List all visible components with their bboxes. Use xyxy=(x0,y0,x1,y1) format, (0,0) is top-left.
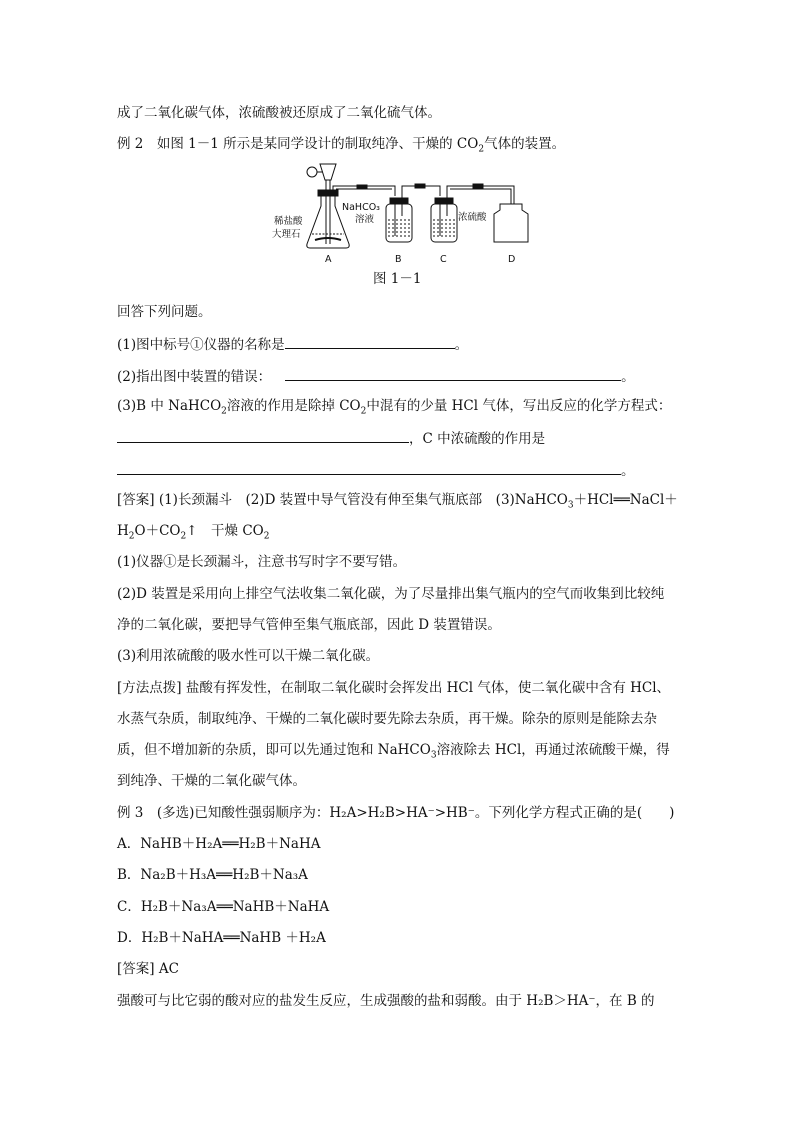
label-marble: 大理石 xyxy=(272,229,301,240)
question-3: (3)B 中 NaHCO$_2$溶液的作用是除掉 $CO_2$中混有的少量 HCl 气体，写出反应的化学方程式： xyxy=(117,398,672,417)
funnel-marker-circle xyxy=(307,167,317,177)
instruction: 回答下列问题。 xyxy=(117,304,212,320)
method-line-1: [方法点拨] 盐酸有挥发性，在制取二氧化碳时会挥发出 HCl 气体，使二氧化碳中含有 HCl、 xyxy=(117,680,671,696)
answer-line-1: [答案] (1)长颈漏斗 (2)D 装置中导气管没有伸至集气瓶底部 (3)NaHCO$_3$＋HCl══NaCl＋ xyxy=(117,492,678,511)
explanation-3: (3)利用浓硫酸的吸水性可以干燥二氧化碳。 xyxy=(117,648,380,664)
label-nahco3: NaHCO₃ xyxy=(342,202,380,213)
label-d: D xyxy=(508,254,516,265)
example-3-title: 例 3 (多选)已知酸性强弱顺序为：H₂A>H₂B>HA⁻>HB⁻。下列化学方程式正确的是( ) xyxy=(117,805,675,821)
example-2-title: 例 2 如图 1－1 所示是某同学设计的制取纯净、干燥的 $CO_2$气体的装置。 xyxy=(117,136,566,155)
method-line-2: 水蒸气杂质，制取纯净、干燥的二氧化碳时要先除去杂质，再干燥。除杂的原则是能除去杂 xyxy=(117,711,657,727)
label-dilute-hcl: 稀盐酸 xyxy=(274,216,303,227)
question-3-line-2: ，C 中浓硫酸的作用是 xyxy=(117,428,545,448)
option-c: C．H₂B＋Na₃A══NaHB＋NaHA xyxy=(117,899,330,915)
explanation-2a: (2)D 装置是采用向上排空气法收集二氧化碳，为了尽量排出集气瓶内的空气而收集到比较纯 xyxy=(117,586,665,602)
method-line-3: 质，但不增加新的杂质，即可以先通过饱和 NaHCO$_3$溶液除去 HCl，再通过浓硫酸干燥，得 xyxy=(117,742,670,761)
method-line-4: 到纯净、干燥的二氧化碳气体。 xyxy=(117,773,306,789)
question-2: (2)指出图中装置的错误： 。 xyxy=(117,366,635,386)
text-line-1: 成了二氧化碳气体，浓硫酸被还原成了二氧化硫气体。 xyxy=(117,105,441,121)
option-d: D．H₂B＋NaHA══NaHB ＋H₂A xyxy=(117,930,326,946)
explanation-last: 强酸可与比它弱的酸对应的盐发生反应，生成强酸的盐和弱酸。由于 H₂B＞HA⁻，在 B 的 xyxy=(117,993,655,1009)
answer-line-2: $H_2O+CO_2↑$ 干燥 $CO_2$ xyxy=(117,523,270,542)
explanation-1: (1)仪器①是长颈漏斗，注意书写时字不要写错。 xyxy=(117,554,407,570)
label-conc-h2so4: 浓硫酸 xyxy=(458,212,487,223)
question-1: (1)图中标号①仪器的名称是 。 xyxy=(117,334,468,354)
label-solution: 溶液 xyxy=(355,214,375,225)
label-b: B xyxy=(395,254,402,265)
answer-blank-1[interactable] xyxy=(285,334,455,349)
option-b: B．Na₂B＋H₃A══H₂B＋Na₃A xyxy=(117,867,308,883)
answer-3: [答案] AC xyxy=(117,961,179,977)
label-c: C xyxy=(440,254,447,265)
apparatus-diagram xyxy=(260,160,530,266)
figure-caption: 图 1－1 xyxy=(373,271,422,287)
answer-blank-4[interactable] xyxy=(117,460,621,475)
answer-blank-3[interactable] xyxy=(117,428,409,443)
explanation-2b: 净的二氧化碳，要把导气管伸至集气瓶底部，因此 D 装置错误。 xyxy=(117,617,501,633)
option-a: A．NaHB＋H₂A══H₂B＋NaHA xyxy=(117,836,321,852)
answer-blank-2[interactable] xyxy=(285,366,621,381)
label-a: A xyxy=(325,254,332,265)
question-3-line-3: 。 xyxy=(117,460,635,480)
